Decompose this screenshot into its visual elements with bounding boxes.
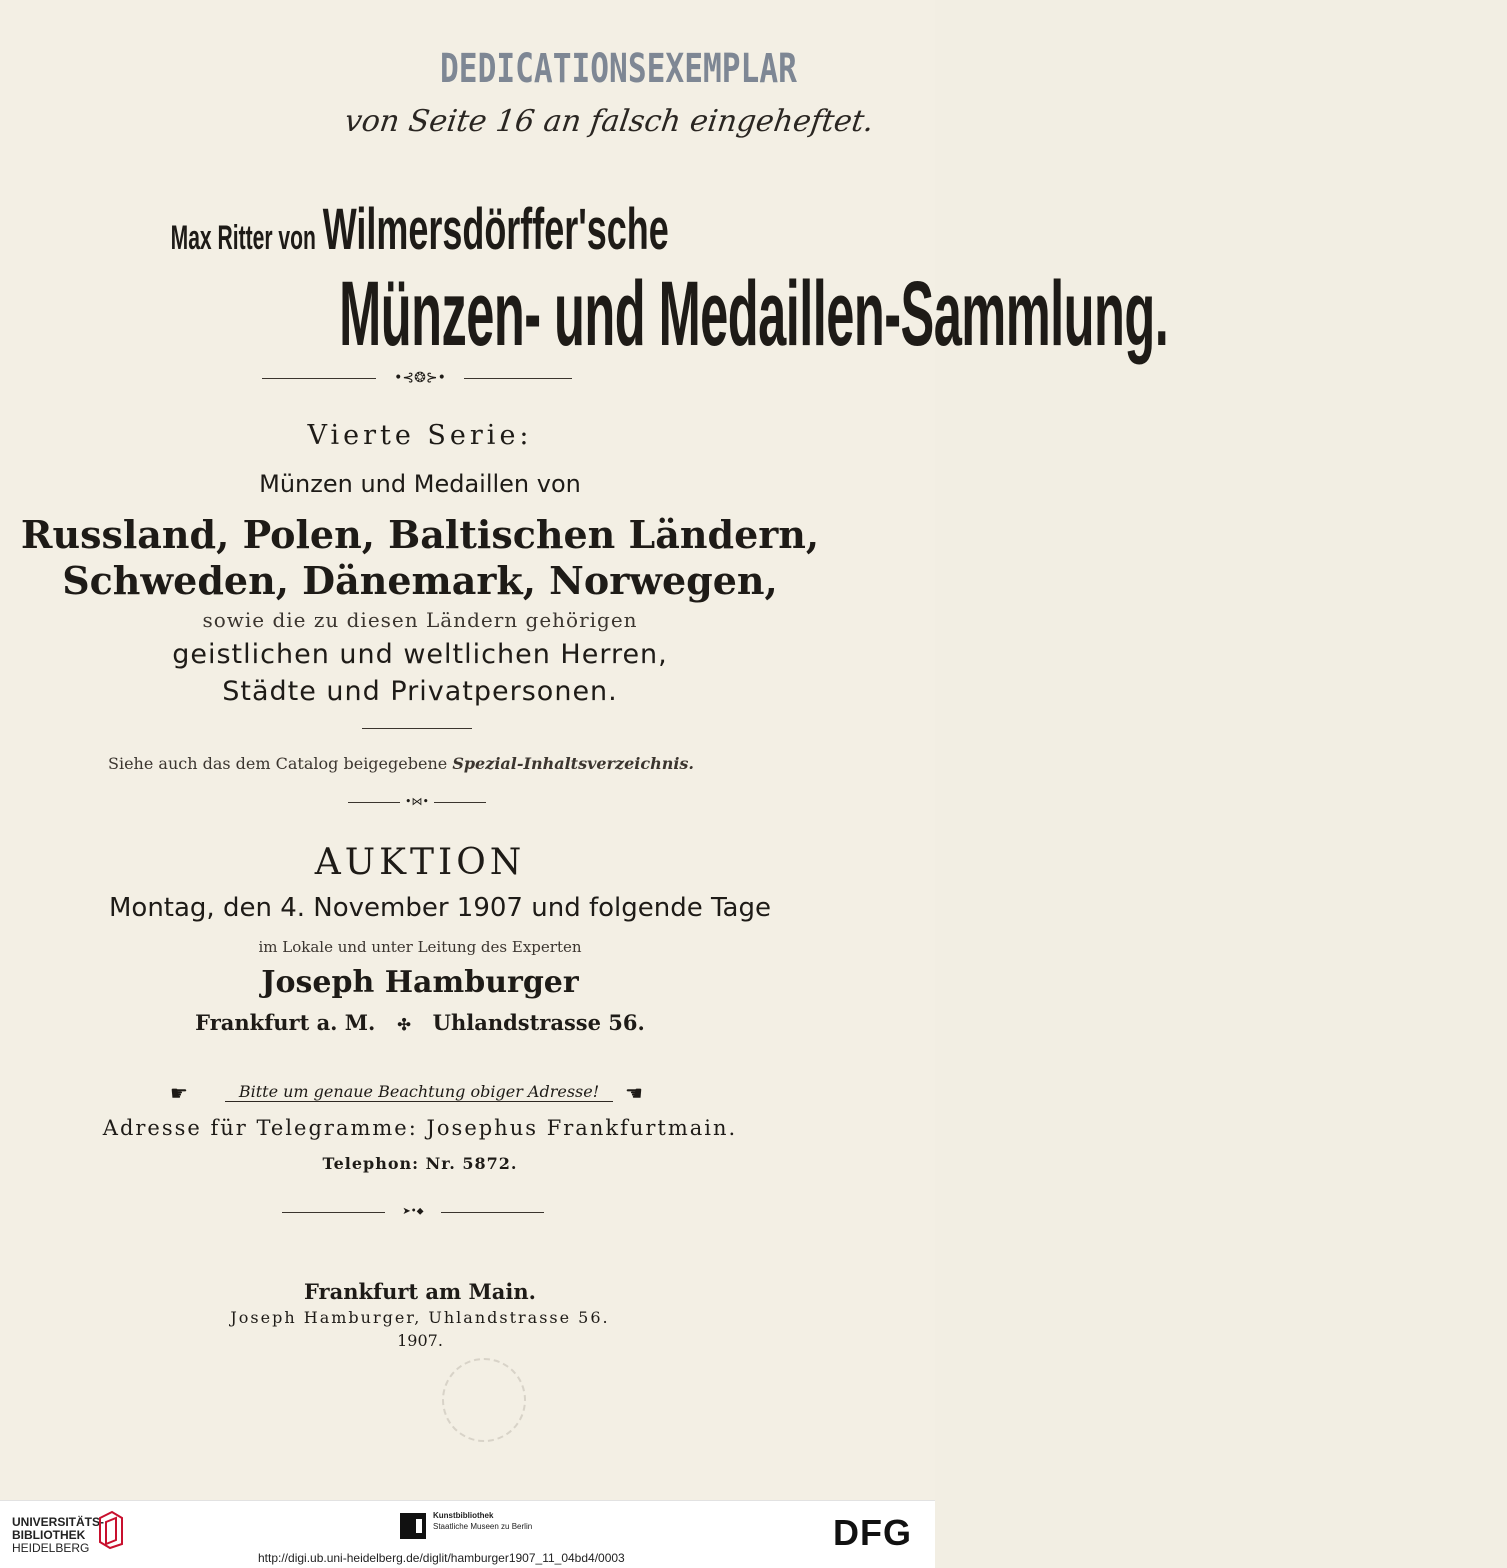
ub-logo-icon [96,1510,124,1550]
handwritten-note: von Seite 16 an falsch eingeheftet. [342,104,876,139]
address-city: Frankfurt a. M. [195,1010,376,1035]
permalink-url[interactable]: http://digi.ub.uni-heidelberg.de/diglit/hamburger1907_11_04bd4/0003 [258,1551,625,1565]
title-prefix: Max Ritter von [170,219,317,257]
countries-line-2: Schweden, Dänemark, Norwegen, [62,558,778,603]
kunstbibliothek-logo-icon [400,1513,426,1539]
imprint-city: Frankfurt am Main. [304,1279,536,1304]
title-collector-name: Wilmersdörffer'sche [323,197,670,262]
title-line-2 [0,262,1169,367]
kb-line-1: Kunstbibliothek [433,1511,494,1520]
ornament-flourish-3: ➤•⬥ [385,1204,441,1220]
auction-heading: AUKTION [314,842,526,883]
faint-library-stamp [442,1358,526,1442]
uni-line-1: UNIVERSITÄTS- [12,1515,105,1529]
uni-line-3: HEIDELBERG [12,1541,90,1555]
ornament-flourish-1: •⊰❂⊱• [376,369,464,387]
address-separator-icon: ✣ [397,1015,411,1034]
staedte-line: Städte und Privatpersonen. [222,676,618,707]
expert-name: Joseph Hamburger [261,965,579,1000]
siehe-italic: Spezial-Inhaltsverzeichnis. [452,754,694,773]
ornament-flourish-2: •⋈• [400,794,434,810]
auction-date: Montag, den 4. November 1907 und folgende Tage [108,893,771,923]
kb-line-2: Staatliche Museen zu Berlin [433,1522,533,1531]
sowie-line: sowie die zu diesen Ländern gehörigen [202,608,638,632]
imprint-publisher: Joseph Hamburger, Uhlandstrasse 56. [230,1308,610,1327]
address-street: Uhlandstrasse 56. [432,1010,645,1035]
title-line-1 [0,196,840,263]
siehe-line [108,754,694,773]
short-rule [362,728,472,729]
dedication-stamp: DEDICATIONSEXEMPLAR [440,46,797,92]
telegram-address: Adresse für Telegramme: Josephus Frankfurtmain. [102,1116,738,1140]
expert-address [0,1010,840,1035]
imprint-year: 1907. [397,1331,443,1350]
pointing-hand-left-icon: ☚ [625,1081,643,1105]
telephone: Telephon: Nr. 5872. [322,1154,518,1173]
pointing-hand-right-icon: ☛ [170,1081,188,1105]
ub-heidelberg-logo[interactable] [12,1516,104,1555]
address-notice: Bitte um genaue Beachtung obiger Adresse! [225,1082,613,1102]
dfg-logo[interactable]: DFG [833,1512,912,1553]
siehe-prefix: Siehe auch das dem Catalog beigegebene [108,754,448,773]
subtitle: Münzen und Medaillen von [259,470,581,498]
collection-title: Münzen- und Medaillen-Sammlung. [339,263,1169,365]
series-heading: Vierte Serie: [307,420,533,451]
kunstbibliothek-logo[interactable] [433,1510,532,1532]
uni-line-2: BIBLIOTHEK [12,1528,86,1542]
herren-line: geistlichen und weltlichen Herren, [172,639,668,670]
countries-line-1: Russland, Polen, Baltischen Ländern, [20,512,820,557]
venue-line: im Lokale und unter Leitung des Experten [258,938,582,956]
